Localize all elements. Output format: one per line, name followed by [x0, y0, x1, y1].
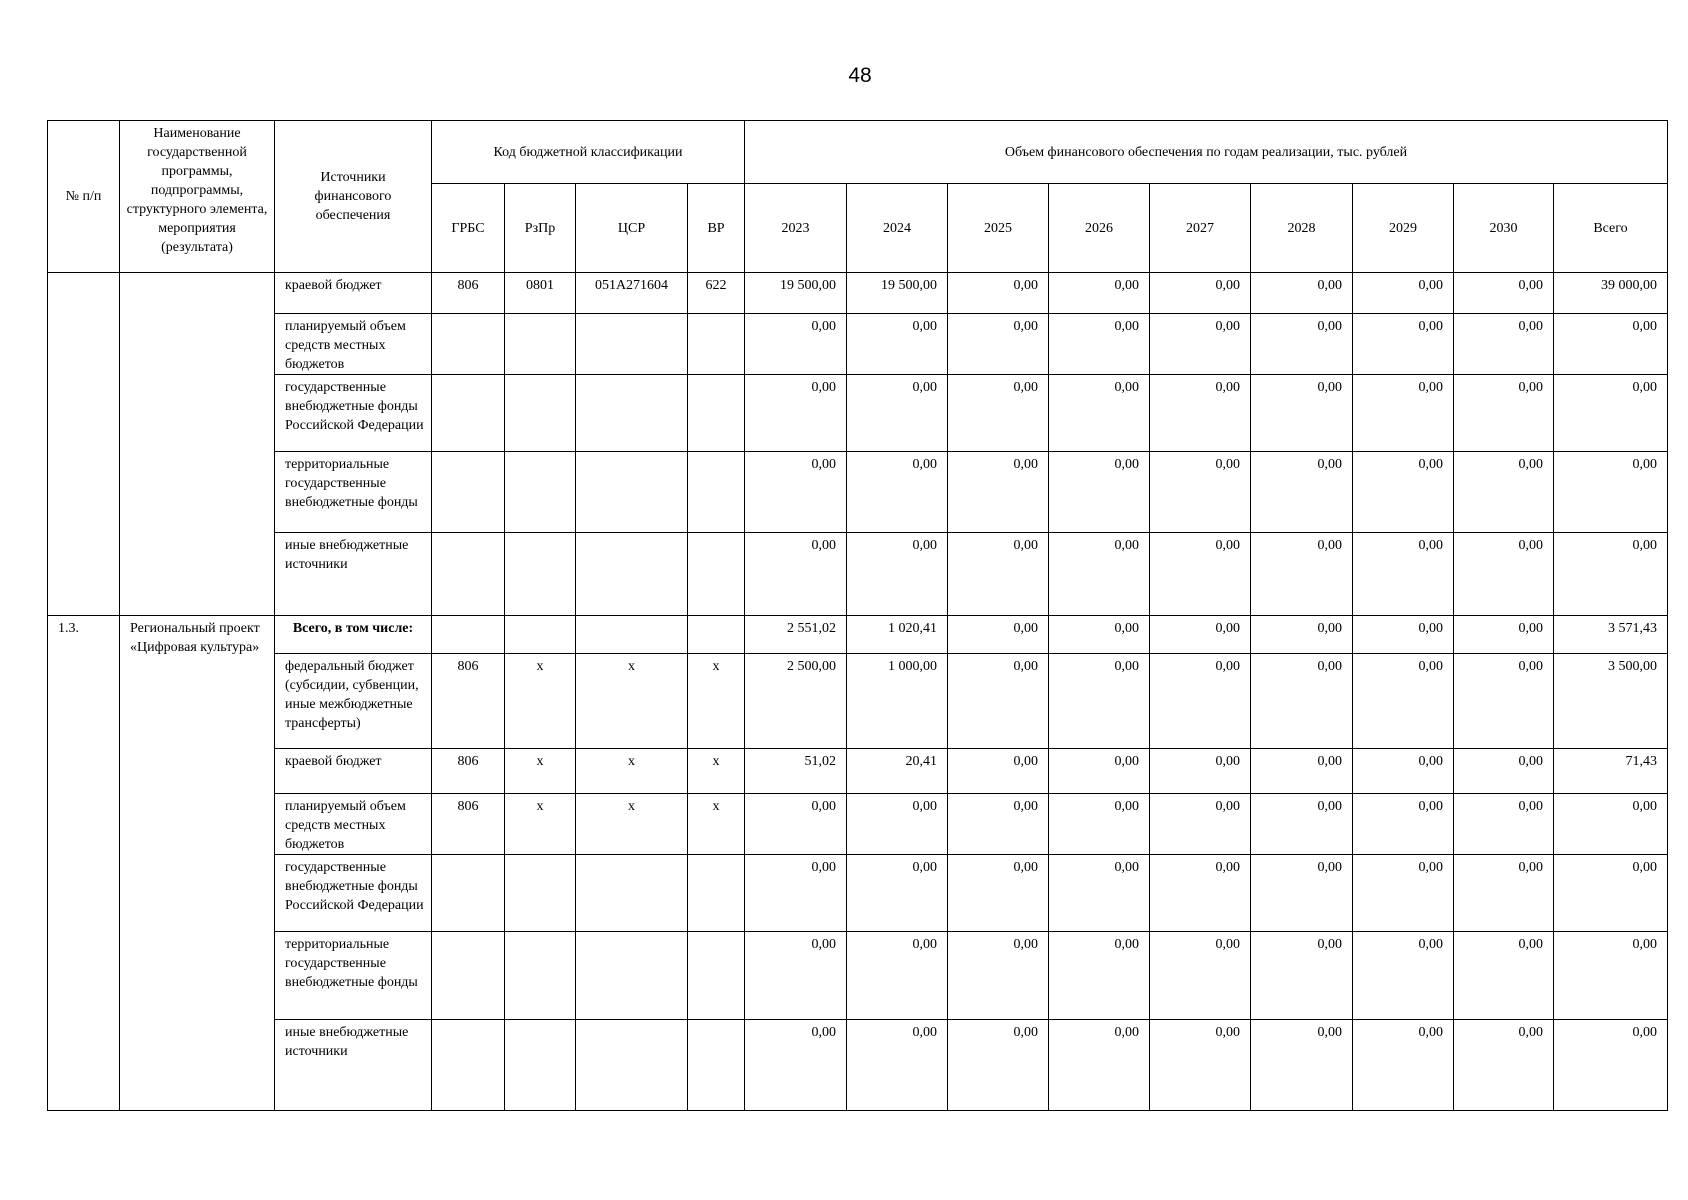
csr-cell: 051А271604: [576, 273, 688, 314]
value-2030-cell: 0,00: [1454, 1020, 1554, 1111]
value-2028-cell: 0,00: [1251, 932, 1353, 1020]
value-2027-cell: 0,00: [1150, 375, 1251, 452]
value-2028-cell: 0,00: [1251, 452, 1353, 533]
value-2023-cell: 51,02: [745, 749, 847, 794]
rzpr-cell: 0801: [505, 273, 576, 314]
csr-cell: [576, 314, 688, 375]
header-volume: Объем финансового обеспечения по годам реализации, тыс. рублей: [745, 121, 1668, 184]
header-year-2027: 2027: [1150, 184, 1251, 273]
table-row: [48, 452, 1668, 533]
vr-cell: [688, 452, 745, 533]
source-cell: планируемый объем средств местных бюджетов: [275, 794, 432, 855]
value-2026-cell: 0,00: [1049, 1020, 1150, 1111]
source-cell: федеральный бюджет (субсидии, субвенции, иные межбюджетные трансферты): [275, 654, 432, 749]
value-total-cell: 0,00: [1554, 533, 1668, 616]
value-2024-cell: 0,00: [847, 932, 948, 1020]
vr-cell: [688, 1020, 745, 1111]
vr-cell: [688, 314, 745, 375]
csr-cell: [576, 1020, 688, 1111]
grbs-cell: 806: [432, 749, 505, 794]
rzpr-cell: х: [505, 654, 576, 749]
rzpr-cell: х: [505, 794, 576, 855]
value-2027-cell: 0,00: [1150, 1020, 1251, 1111]
value-2027-cell: 0,00: [1150, 314, 1251, 375]
table-row: [48, 616, 1668, 654]
header-total: Всего: [1554, 184, 1668, 273]
value-2027-cell: 0,00: [1150, 855, 1251, 932]
vr-cell: 622: [688, 273, 745, 314]
table-row: [48, 1020, 1668, 1111]
value-2029-cell: 0,00: [1353, 749, 1454, 794]
value-2029-cell: 0,00: [1353, 654, 1454, 749]
value-2025-cell: 0,00: [948, 932, 1049, 1020]
header-year-2029: 2029: [1353, 184, 1454, 273]
value-2025-cell: 0,00: [948, 749, 1049, 794]
value-total-cell: 0,00: [1554, 855, 1668, 932]
source-cell: государственные внебюджетные фонды Российской Федерации: [275, 375, 432, 452]
header-year-2025: 2025: [948, 184, 1049, 273]
grbs-cell: [432, 855, 505, 932]
value-2024-cell: 0,00: [847, 375, 948, 452]
header-year-2024: 2024: [847, 184, 948, 273]
grbs-cell: [432, 452, 505, 533]
csr-cell: [576, 375, 688, 452]
source-cell: планируемый объем средств местных бюджетов: [275, 314, 432, 375]
financing-table: [47, 120, 1668, 1111]
value-2024-cell: 19 500,00: [847, 273, 948, 314]
value-2028-cell: 0,00: [1251, 1020, 1353, 1111]
vr-cell: [688, 932, 745, 1020]
value-2024-cell: 20,41: [847, 749, 948, 794]
program-name-cell: [120, 273, 275, 616]
value-2028-cell: 0,00: [1251, 616, 1353, 654]
csr-cell: х: [576, 654, 688, 749]
value-2026-cell: 0,00: [1049, 749, 1150, 794]
value-2029-cell: 0,00: [1353, 616, 1454, 654]
value-2025-cell: 0,00: [948, 314, 1049, 375]
value-total-cell: 0,00: [1554, 794, 1668, 855]
csr-cell: [576, 932, 688, 1020]
grbs-cell: [432, 314, 505, 375]
value-2030-cell: 0,00: [1454, 452, 1554, 533]
value-2027-cell: 0,00: [1150, 749, 1251, 794]
value-2023-cell: 0,00: [745, 855, 847, 932]
value-2023-cell: 2 500,00: [745, 654, 847, 749]
source-cell: территориальные государственные внебюджетные фонды: [275, 452, 432, 533]
vr-cell: [688, 616, 745, 654]
source-cell: территориальные государственные внебюджетные фонды: [275, 932, 432, 1020]
value-2028-cell: 0,00: [1251, 749, 1353, 794]
table-row: [48, 654, 1668, 749]
grbs-cell: 806: [432, 654, 505, 749]
value-2029-cell: 0,00: [1353, 533, 1454, 616]
value-2024-cell: 1 000,00: [847, 654, 948, 749]
value-2023-cell: 19 500,00: [745, 273, 847, 314]
value-2028-cell: 0,00: [1251, 375, 1353, 452]
table-row: [48, 533, 1668, 616]
value-2026-cell: 0,00: [1049, 616, 1150, 654]
value-2025-cell: 0,00: [948, 654, 1049, 749]
vr-cell: х: [688, 749, 745, 794]
grbs-cell: [432, 533, 505, 616]
value-2025-cell: 0,00: [948, 273, 1049, 314]
value-2028-cell: 0,00: [1251, 533, 1353, 616]
header-year-2030: 2030: [1454, 184, 1554, 273]
value-2028-cell: 0,00: [1251, 654, 1353, 749]
table-row: [48, 273, 1668, 314]
source-cell: государственные внебюджетные фонды Российской Федерации: [275, 855, 432, 932]
value-2023-cell: 2 551,02: [745, 616, 847, 654]
value-2028-cell: 0,00: [1251, 314, 1353, 375]
header-csr: ЦСР: [576, 184, 688, 273]
value-2026-cell: 0,00: [1049, 452, 1150, 533]
value-total-cell: 0,00: [1554, 452, 1668, 533]
value-2024-cell: 0,00: [847, 1020, 948, 1111]
table-row: [48, 375, 1668, 452]
value-2030-cell: 0,00: [1454, 314, 1554, 375]
value-2029-cell: 0,00: [1353, 1020, 1454, 1111]
value-total-cell: 71,43: [1554, 749, 1668, 794]
value-total-cell: 3 500,00: [1554, 654, 1668, 749]
value-2026-cell: 0,00: [1049, 794, 1150, 855]
value-2030-cell: 0,00: [1454, 855, 1554, 932]
rzpr-cell: [505, 375, 576, 452]
header-rzpr: РзПр: [505, 184, 576, 273]
table-body: [48, 273, 1668, 1111]
row-number-cell: 1.3.: [48, 616, 120, 1111]
value-2024-cell: 0,00: [847, 314, 948, 375]
grbs-cell: [432, 932, 505, 1020]
value-2025-cell: 0,00: [948, 533, 1049, 616]
rzpr-cell: [505, 855, 576, 932]
value-2027-cell: 0,00: [1150, 794, 1251, 855]
rzpr-cell: [505, 932, 576, 1020]
table-row: [48, 749, 1668, 794]
value-2024-cell: 0,00: [847, 452, 948, 533]
value-2030-cell: 0,00: [1454, 794, 1554, 855]
value-2029-cell: 0,00: [1353, 273, 1454, 314]
vr-cell: [688, 855, 745, 932]
value-2023-cell: 0,00: [745, 794, 847, 855]
csr-cell: [576, 855, 688, 932]
value-2023-cell: 0,00: [745, 533, 847, 616]
csr-cell: [576, 533, 688, 616]
rzpr-cell: [505, 452, 576, 533]
table-header: [48, 121, 1668, 273]
value-2027-cell: 0,00: [1150, 616, 1251, 654]
rzpr-cell: [505, 1020, 576, 1111]
value-2029-cell: 0,00: [1353, 375, 1454, 452]
value-2028-cell: 0,00: [1251, 855, 1353, 932]
source-cell: Всего, в том числе:: [275, 616, 432, 654]
value-2029-cell: 0,00: [1353, 314, 1454, 375]
value-2027-cell: 0,00: [1150, 654, 1251, 749]
value-2025-cell: 0,00: [948, 375, 1049, 452]
value-2025-cell: 0,00: [948, 616, 1049, 654]
table-row: [48, 932, 1668, 1020]
value-2024-cell: 1 020,41: [847, 616, 948, 654]
value-2026-cell: 0,00: [1049, 533, 1150, 616]
grbs-cell: [432, 616, 505, 654]
value-2026-cell: 0,00: [1049, 314, 1150, 375]
row-number-cell: [48, 273, 120, 616]
value-2023-cell: 0,00: [745, 375, 847, 452]
value-2026-cell: 0,00: [1049, 932, 1150, 1020]
vr-cell: х: [688, 794, 745, 855]
program-name-cell: Региональный проект «Цифровая культура»: [120, 616, 275, 1111]
grbs-cell: 806: [432, 273, 505, 314]
table-row: [48, 314, 1668, 375]
header-source: Источники финансового обеспечения: [275, 121, 432, 273]
grbs-cell: [432, 375, 505, 452]
value-total-cell: 39 000,00: [1554, 273, 1668, 314]
csr-cell: х: [576, 794, 688, 855]
value-2024-cell: 0,00: [847, 855, 948, 932]
value-2026-cell: 0,00: [1049, 273, 1150, 314]
header-no: № п/п: [48, 121, 120, 273]
value-2029-cell: 0,00: [1353, 452, 1454, 533]
value-2030-cell: 0,00: [1454, 749, 1554, 794]
value-2024-cell: 0,00: [847, 794, 948, 855]
vr-cell: [688, 533, 745, 616]
value-2026-cell: 0,00: [1049, 654, 1150, 749]
rzpr-cell: [505, 314, 576, 375]
value-2030-cell: 0,00: [1454, 654, 1554, 749]
value-2023-cell: 0,00: [745, 452, 847, 533]
value-total-cell: 3 571,43: [1554, 616, 1668, 654]
value-2027-cell: 0,00: [1150, 932, 1251, 1020]
value-2026-cell: 0,00: [1049, 855, 1150, 932]
header-name: Наименование государственной программы, подпрограммы, структурного элемента, мероприятия (результата): [120, 121, 275, 273]
source-cell: иные внебюджетные источники: [275, 1020, 432, 1111]
csr-cell: [576, 452, 688, 533]
value-2025-cell: 0,00: [948, 1020, 1049, 1111]
value-2028-cell: 0,00: [1251, 794, 1353, 855]
rzpr-cell: [505, 533, 576, 616]
value-total-cell: 0,00: [1554, 314, 1668, 375]
header-budget-code: Код бюджетной классификации: [432, 121, 745, 184]
value-2026-cell: 0,00: [1049, 375, 1150, 452]
source-cell: краевой бюджет: [275, 273, 432, 314]
grbs-cell: 806: [432, 794, 505, 855]
value-2023-cell: 0,00: [745, 1020, 847, 1111]
value-2025-cell: 0,00: [948, 452, 1049, 533]
csr-cell: х: [576, 749, 688, 794]
vr-cell: [688, 375, 745, 452]
value-2029-cell: 0,00: [1353, 794, 1454, 855]
page-number: 48: [848, 64, 872, 87]
header-year-2026: 2026: [1049, 184, 1150, 273]
source-cell: краевой бюджет: [275, 749, 432, 794]
value-2027-cell: 0,00: [1150, 273, 1251, 314]
header-grbs: ГРБС: [432, 184, 505, 273]
value-2027-cell: 0,00: [1150, 533, 1251, 616]
table-row: [48, 855, 1668, 932]
header-year-2028: 2028: [1251, 184, 1353, 273]
header-year-2023: 2023: [745, 184, 847, 273]
value-2030-cell: 0,00: [1454, 273, 1554, 314]
value-2025-cell: 0,00: [948, 794, 1049, 855]
table-row: [48, 794, 1668, 855]
value-2029-cell: 0,00: [1353, 932, 1454, 1020]
value-2024-cell: 0,00: [847, 533, 948, 616]
value-2023-cell: 0,00: [745, 314, 847, 375]
value-2028-cell: 0,00: [1251, 273, 1353, 314]
csr-cell: [576, 616, 688, 654]
value-total-cell: 0,00: [1554, 375, 1668, 452]
source-cell: иные внебюджетные источники: [275, 533, 432, 616]
value-2023-cell: 0,00: [745, 932, 847, 1020]
value-2025-cell: 0,00: [948, 855, 1049, 932]
rzpr-cell: х: [505, 749, 576, 794]
rzpr-cell: [505, 616, 576, 654]
value-total-cell: 0,00: [1554, 932, 1668, 1020]
vr-cell: х: [688, 654, 745, 749]
value-2030-cell: 0,00: [1454, 616, 1554, 654]
value-2030-cell: 0,00: [1454, 533, 1554, 616]
value-2030-cell: 0,00: [1454, 375, 1554, 452]
header-vr: ВР: [688, 184, 745, 273]
value-2029-cell: 0,00: [1353, 855, 1454, 932]
value-2030-cell: 0,00: [1454, 932, 1554, 1020]
grbs-cell: [432, 1020, 505, 1111]
value-2027-cell: 0,00: [1150, 452, 1251, 533]
value-total-cell: 0,00: [1554, 1020, 1668, 1111]
